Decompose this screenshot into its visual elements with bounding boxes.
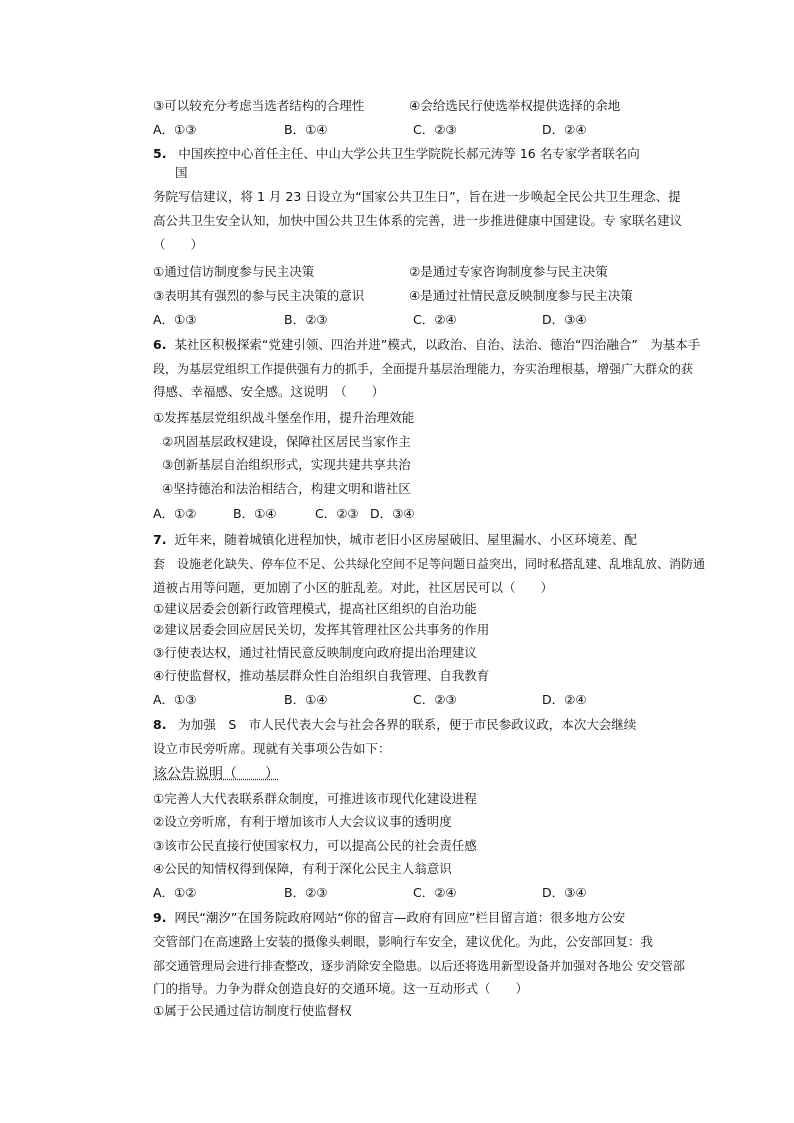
q6-stem-line-1 [153,337,700,353]
q7-statement-3: ③行使表达权，通过社情民意反映制度向政府提出治理建议 [153,645,477,660]
q5-statements-row-2 [153,288,673,304]
q8-number: 8. [153,717,167,732]
q8-statement-1: ①完善人大代表联系群众制度，可推进该市现代化建设进程 [153,791,477,806]
q9-statement-1: ①属于公民通过信访制度行使监督权 [153,1003,352,1018]
q5-stem-line-1 [153,146,640,162]
q7-stem-line-3: 道被占用等问题，更加剧了小区的脏乱差。对此，社区居民可以（ ） [153,580,554,595]
q6-text-1: 某社区积极探索“党建引领、四治并进”模式，以政治、自治、法治、德治“四治融合” 为基本手 [174,337,701,352]
q8-stem-line-2: 设立市民旁听席。现就有关事项公告如下： [153,741,391,756]
q7-text-1: 近年来，随着城镇化进程加快，城市老旧小区房屋破旧、屋里漏水、小区环境差、配 [174,532,637,547]
q9-stem-line-1 [153,910,625,926]
q5-text-1: 中国疾控中心首任主任、中山大学公共卫生学院院长郝元涛等 16 名专家学者联名向 [178,146,640,161]
q4-option-d[interactable]: D．②④ [542,122,587,137]
q8-stem-line-1 [153,717,636,733]
q7-statement-4: ④行使监督权，推动基层群众性自治组织自我管理、自我教育 [153,668,490,683]
q5-stem-line-2: 务院写信建议，将 1 月 23 日设立为“国家公共卫生日”，旨在进一步唤起全民公共卫生理念、提 [153,189,681,204]
q8-stem-line-3: 该公告说明（ ） [153,766,279,782]
q4-options [153,122,623,138]
q4-option-b[interactable]: B．①④ [284,122,328,137]
q4-statement-4: ④会给选民行使选举权提供选择的余地 [409,98,621,113]
q7-options [153,692,623,708]
q7-option-c[interactable]: C．②③ [413,692,457,707]
q4-statement-3: ③可以较充分考虑当选者结构的合理性 [153,98,365,113]
q9-stem-line-2: 交管部门在高速路上安装的摄像头刺眼，影响行车安全，建议优化。为此，公安部回复：我 [153,934,654,949]
q7-option-a[interactable]: A．①③ [153,692,197,707]
q7-stem-line-2: 套 设施老化缺失、停车位不足、公共绿化空间不足等问题日益突出，同时私搭乱建、乱堆乱放、消防通 [153,557,706,571]
q8-statement-2: ②设立旁听席，有利于增加该市人大会议议事的透明度 [153,814,452,829]
q7-number: 7. [153,532,167,547]
q8-statement-3: ③该市公民直接行使国家权力，可以提高公民的社会责任感 [153,838,477,853]
q8-text-1: 为加强 S 市人民代表大会与社会各界的联系，便于市民参政议政，本次大会继续 [178,717,637,732]
q5-option-d[interactable]: D．③④ [542,312,587,327]
q7-stem-line-1 [153,532,637,548]
q6-statement-3: ③创新基层自治组织形式，实现共建共享共治 [162,457,411,472]
q7-statement-1: ①建议居委会创新行政管理模式，提高社区组织的自治功能 [153,601,477,616]
q5-stem-line-3: 高公共卫生安全认知，加快中国公共卫生体系的完善，进一步推进健康中国建设。专 家联名建议 [153,213,682,228]
q9-stem-line-3: 部交通管理局会进行排查整改，逐步消除安全隐患。以后还将选用新型设备并加强对各地公 安交管部 [153,959,685,973]
q5-options [153,312,623,328]
q5-stem-line-4: （ ） [153,237,204,252]
q6-option-b[interactable]: B．①④ [233,506,277,521]
q6-option-c[interactable]: C．②③ [315,506,359,521]
q6-stem-line-2: 段，为基层党组织工作提供强有力的抓手，全面提升基层治理能力，夯实治理根基，增强广大群众的获 [153,362,694,376]
q9-number: 9. [153,910,167,925]
q5-stem-line-1b: 国 [175,165,188,180]
q7-statement-2: ②建议居委会回应居民关切，发挥其管理社区公共事务的作用 [153,622,490,637]
q5-statement-4: ④是通过社情民意反映制度参与民主决策 [409,288,633,303]
q8-option-b[interactable]: B．②③ [284,885,328,900]
q5-option-b[interactable]: B．②③ [284,312,328,327]
q9-stem-line-4: 门的指导。力争为群众创造良好的交通环境。这一互动形式（ ） [153,981,529,996]
q4-option-a[interactable]: A．①③ [153,122,197,137]
q4-statements-row-2 [153,98,673,114]
q5-option-a[interactable]: A．①③ [153,312,197,327]
q5-statement-1: ①通过信访制度参与民主决策 [153,264,315,279]
q6-statement-4: ④坚持德治和法治相结合，构建文明和谐社区 [162,481,411,496]
q6-options [153,506,623,522]
q5-statement-3: ③表明其有强烈的参与民主决策的意识 [153,288,365,303]
q7-option-d[interactable]: D．②④ [542,692,587,707]
q5-statements-row-1 [153,264,673,280]
q8-statement-4: ④公民的知情权得到保障，有利于深化公民主人翁意识 [153,861,452,876]
q6-statement-1: ①发挥基层党组织战斗堡垒作用，提升治理效能 [153,410,415,425]
q8-options [153,885,623,901]
q5-statement-2: ②是通过专家咨询制度参与民主决策 [409,264,608,279]
q6-option-a[interactable]: A．①② [153,506,197,521]
q6-number: 6. [153,337,167,352]
q8-option-a[interactable]: A．①② [153,885,197,900]
q9-text-1: 网民“潮汐”在国务院政府网站“你的留言—政府有回应”栏目留言道：很多地方公安 [174,910,626,925]
q6-option-d[interactable]: D．③④ [370,506,415,521]
q6-stem-line-3: 得感、幸福感、安全感。这说明 （ ） [153,384,385,399]
q5-number: 5. [153,146,167,161]
q6-statement-2: ②巩固基层政权建设，保障社区居民当家作主 [162,434,411,449]
q7-option-b[interactable]: B．①④ [284,692,328,707]
q4-option-c[interactable]: C．②③ [413,122,457,137]
q5-option-c[interactable]: C．②④ [413,312,457,327]
q8-option-c[interactable]: C．②④ [413,885,457,900]
q8-option-d[interactable]: D．③④ [542,885,587,900]
